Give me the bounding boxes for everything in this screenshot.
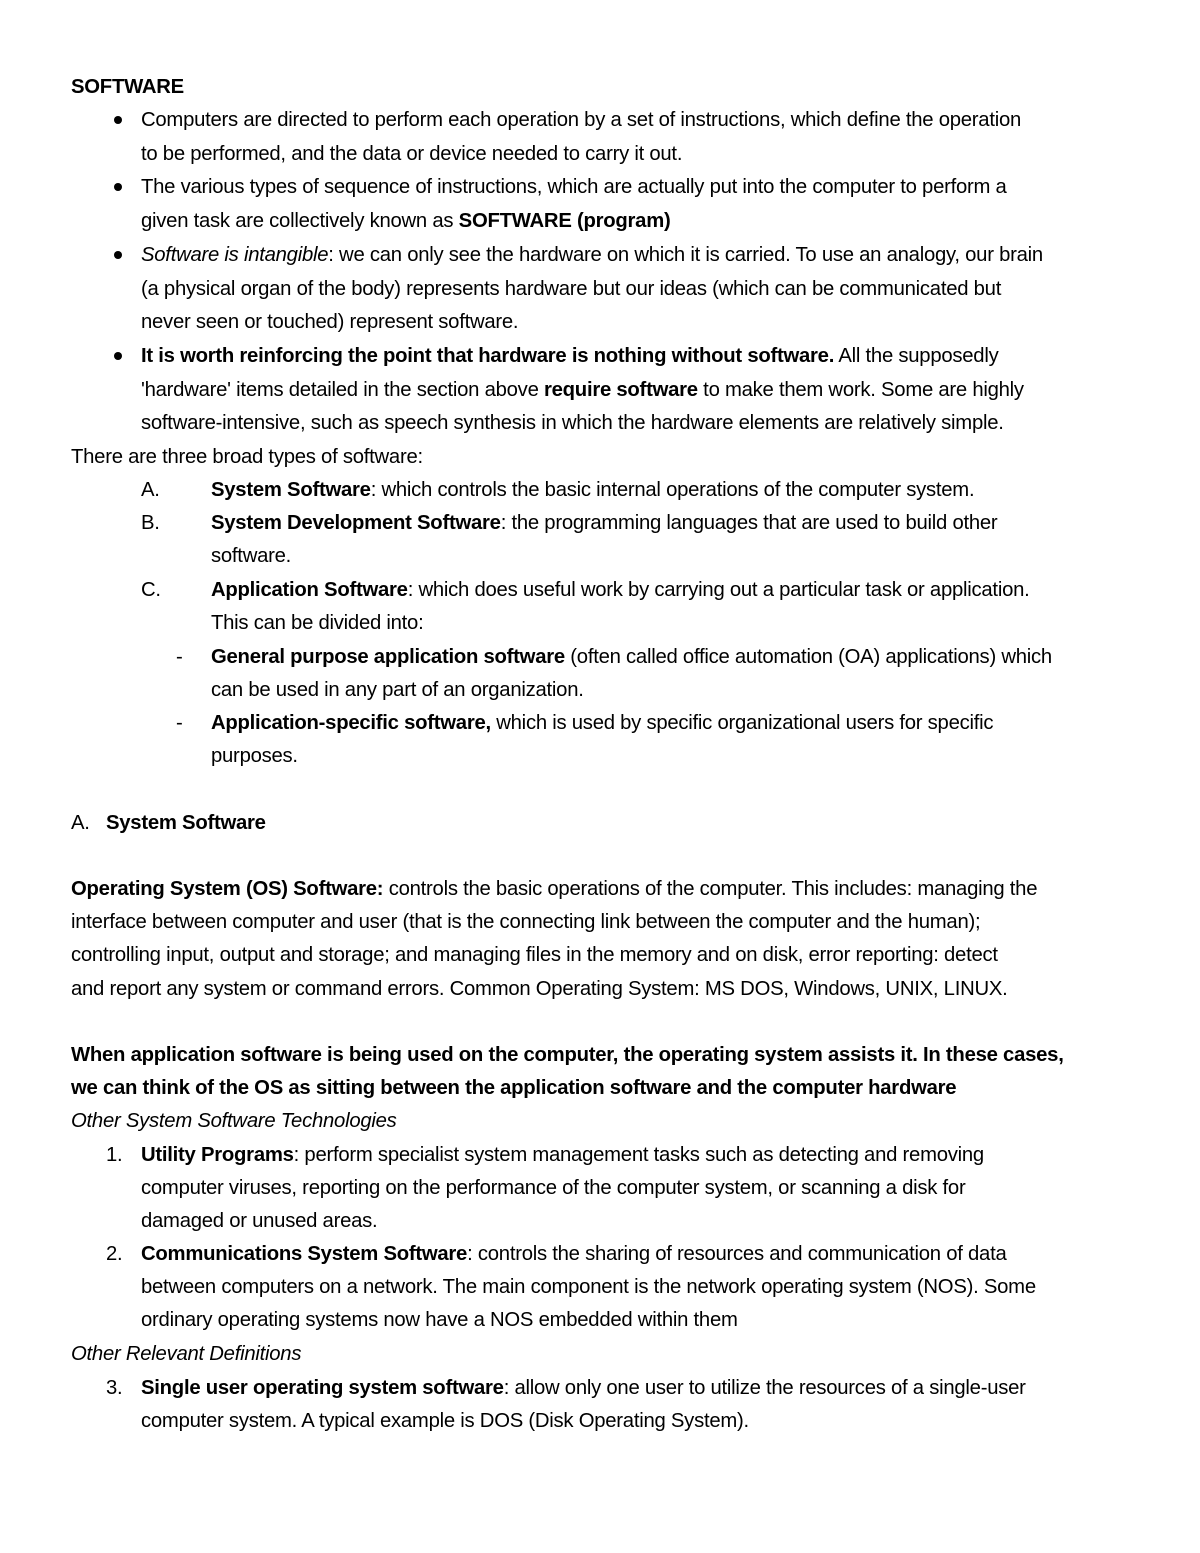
numbered-1-line-3: damaged or unused areas. bbox=[141, 1210, 378, 1232]
bullet-1-line-2: to be performed, and the data or device needed to carry it out. bbox=[141, 143, 683, 165]
bullet-2-line-1: The various types of sequence of instructions, which are actually put into the computer to perform a bbox=[141, 176, 1007, 198]
dash-icon: - bbox=[176, 646, 183, 668]
bullet-icon bbox=[114, 251, 122, 259]
type-c-line bbox=[211, 574, 1030, 607]
subtype-2-line-2: purposes. bbox=[211, 745, 298, 767]
bullet-4-text-3: to make them work. Some are highly bbox=[697, 379, 1024, 401]
os-para-line-4: and report any system or command errors. Common Operating System: MS DOS, Windows, UNIX, LINUX. bbox=[71, 978, 1008, 1000]
numbered-3-line-2: computer system. A typical example is DOS (Disk Operating System). bbox=[141, 1410, 749, 1432]
bullet-4-line-1 bbox=[141, 340, 998, 373]
bullet-4-line-3: software-intensive, such as speech synthesis in which the hardware elements are relatively simple. bbox=[141, 412, 1004, 434]
os-para-lead: Operating System (OS) Software: bbox=[71, 878, 384, 900]
bullet-3-line-2: (a physical organ of the body) represents hardware but our ideas (which can be communicated but bbox=[141, 278, 1002, 300]
numbered-2-line-2: between computers on a network. The main component is the network operating system (NOS). Some bbox=[141, 1276, 1036, 1298]
bullet-4-line-2 bbox=[141, 374, 1024, 407]
numbered-1-text: : perform specialist system management tasks such as detecting and removing bbox=[293, 1144, 984, 1166]
types-intro: There are three broad types of software: bbox=[71, 446, 423, 468]
numbered-1-line-2: computer viruses, reporting on the performance of the computer system, or scanning a disk for bbox=[141, 1177, 966, 1199]
type-c-desc: : which does useful work by carrying out a particular task or application. bbox=[407, 579, 1030, 601]
os-para-text: controls the basic operations of the computer. This includes: managing the bbox=[383, 878, 1038, 900]
type-a-desc: : which controls the basic internal operations of the computer system. bbox=[370, 479, 975, 501]
type-b-desc: : the programming languages that are used to build other bbox=[500, 512, 998, 534]
dash-icon: - bbox=[176, 712, 183, 734]
bullet-2-text: given task are collectively known as bbox=[141, 210, 459, 232]
bullet-3-italic: Software is intangible bbox=[141, 244, 329, 266]
numbered-3-name: Single user operating system software bbox=[141, 1377, 504, 1399]
numbered-3-line-1 bbox=[141, 1372, 1026, 1405]
subtype-2-name: Application-specific software, bbox=[211, 712, 491, 734]
bullet-4-text-2: 'hardware' items detailed in the section above bbox=[141, 379, 544, 401]
numbered-1-line-1 bbox=[141, 1139, 984, 1172]
subtype-1-desc: (often called office automation (OA) applications) which bbox=[564, 646, 1052, 668]
type-c-line-2: This can be divided into: bbox=[211, 612, 424, 634]
other-system-heading: Other System Software Technologies bbox=[71, 1110, 397, 1132]
bullet-icon bbox=[114, 116, 122, 124]
bold-para-line-1: When application software is being used on the computer, the operating system assists it. In these cases, bbox=[71, 1044, 1064, 1066]
numbered-1-name: Utility Programs bbox=[141, 1144, 294, 1166]
os-para-line-3: controlling input, output and storage; and managing files in the memory and on disk, error reporting: detect bbox=[71, 944, 998, 966]
bullet-3-line-3: never seen or touched) represent software. bbox=[141, 311, 519, 333]
type-a-letter: A. bbox=[141, 479, 160, 501]
subtype-2-desc: which is used by specific organizational users for specific bbox=[490, 712, 994, 734]
bullet-2-line-2 bbox=[141, 205, 671, 238]
bullet-4-bold-2: require software bbox=[544, 379, 698, 401]
bullet-4-text: All the supposedly bbox=[834, 345, 999, 367]
subtype-1-line-2: can be used in any part of an organization. bbox=[211, 679, 584, 701]
numbered-2-line-1 bbox=[141, 1238, 1007, 1271]
type-c-letter: C. bbox=[141, 579, 161, 601]
type-b-line-2: software. bbox=[211, 545, 292, 567]
os-para-line-2: interface between computer and user (that is the connecting link between the computer and the human); bbox=[71, 911, 981, 933]
numbered-2-text: : controls the sharing of resources and communication of data bbox=[467, 1243, 1007, 1265]
section-a-letter: A. bbox=[71, 812, 90, 834]
os-para-line-1 bbox=[71, 873, 1037, 906]
bullet-icon bbox=[114, 352, 122, 360]
bold-para-line-2: we can think of the OS as sitting between the application software and the computer hardware bbox=[71, 1077, 957, 1099]
numbered-3-text: : allow only one user to utilize the resources of a single-user bbox=[503, 1377, 1026, 1399]
type-b-name: System Development Software bbox=[211, 512, 501, 534]
subtype-1-name: General purpose application software bbox=[211, 646, 565, 668]
type-b-letter: B. bbox=[141, 512, 160, 534]
section-a-title: System Software bbox=[106, 812, 266, 834]
number-3: 3. bbox=[106, 1377, 123, 1399]
bullet-icon bbox=[114, 183, 122, 191]
numbered-2-name: Communications System Software bbox=[141, 1243, 468, 1265]
type-a-line bbox=[211, 474, 974, 507]
subtype-1-line bbox=[211, 641, 1052, 674]
type-a-name: System Software bbox=[211, 479, 371, 501]
bullet-3-line-1 bbox=[141, 239, 1043, 272]
number-1: 1. bbox=[106, 1144, 123, 1166]
bullet-2-bold: SOFTWARE (program) bbox=[458, 210, 671, 232]
numbered-2-line-3: ordinary operating systems now have a NOS embedded within them bbox=[141, 1309, 738, 1331]
bullet-3-text: : we can only see the hardware on which it is carried. To use an analogy, our brain bbox=[328, 244, 1043, 266]
type-c-name: Application Software bbox=[211, 579, 408, 601]
type-b-line bbox=[211, 507, 997, 540]
bullet-1-line-1: Computers are directed to perform each operation by a set of instructions, which define the operation bbox=[141, 109, 1022, 131]
other-relevant-heading: Other Relevant Definitions bbox=[71, 1343, 302, 1365]
subtype-2-line bbox=[211, 707, 993, 740]
bullet-4-bold: It is worth reinforcing the point that hardware is nothing without software. bbox=[141, 345, 835, 367]
number-2: 2. bbox=[106, 1243, 123, 1265]
page-title: SOFTWARE bbox=[71, 76, 184, 98]
